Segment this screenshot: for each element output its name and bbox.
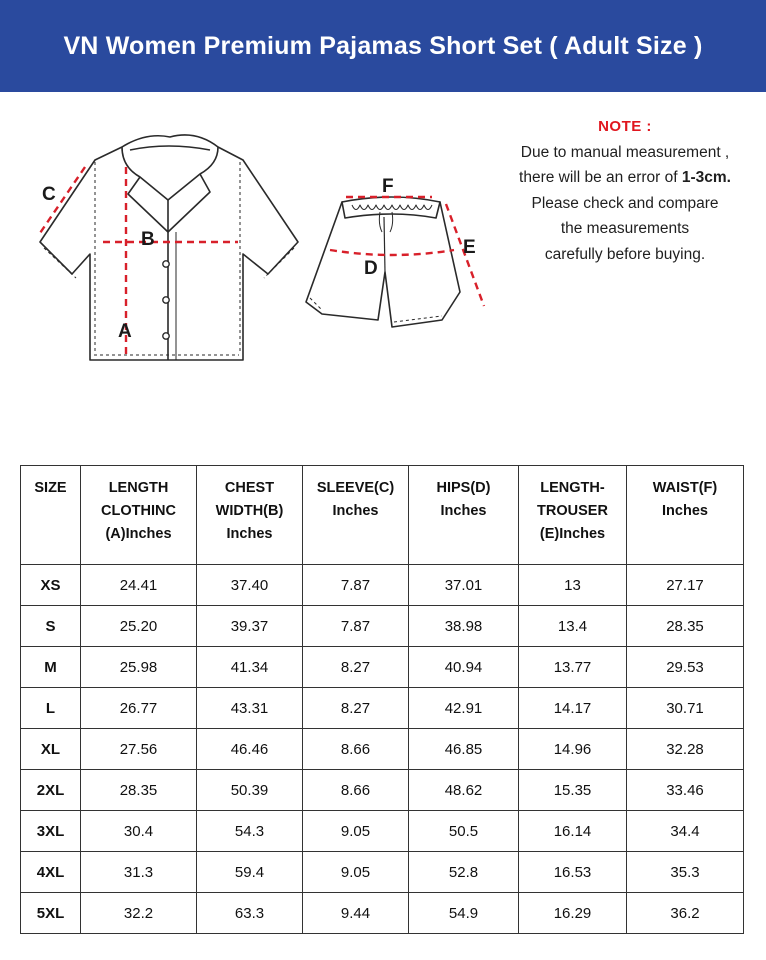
size-cell: XL [21, 729, 81, 770]
measurement-cell: 25.20 [81, 606, 197, 647]
measurement-cell: 59.4 [197, 852, 303, 893]
label-a: A [118, 321, 132, 342]
shorts-illustration [306, 197, 460, 327]
column-header [81, 466, 197, 565]
measurement-cell: 16.53 [519, 852, 627, 893]
column-header-line: LENGTH- [540, 480, 605, 496]
measurement-cell: 14.96 [519, 729, 627, 770]
table-row [21, 893, 744, 934]
table-row [21, 647, 744, 688]
measurement-cell: 26.77 [81, 688, 197, 729]
measurement-cell: 30.71 [627, 688, 744, 729]
measurement-cell: 50.39 [197, 770, 303, 811]
column-header-line: SIZE [34, 480, 67, 496]
note-line: Please check and compare [531, 194, 719, 212]
size-chart-table [20, 465, 744, 934]
size-cell: 3XL [21, 811, 81, 852]
shirt-illustration [40, 135, 298, 360]
table-row [21, 688, 744, 729]
note-line: Due to manual measurement , [520, 143, 730, 161]
table-row [21, 729, 744, 770]
size-cell: XS [21, 565, 81, 606]
column-header-line: WAIST(F) [652, 480, 718, 496]
measurement-cell: 9.05 [303, 852, 409, 893]
measurement-cell: 9.05 [303, 811, 409, 852]
measurement-cell: 25.98 [81, 647, 197, 688]
column-header-line: CHEST [224, 480, 275, 496]
size-chart-header [21, 466, 744, 565]
measurement-cell: 36.2 [627, 893, 744, 934]
measurement-cell: 14.17 [519, 688, 627, 729]
measurement-cell: 34.4 [627, 811, 744, 852]
measurement-cell: 27.56 [81, 729, 197, 770]
note-line: carefully before buying. [544, 245, 706, 263]
measurement-cell: 32.2 [81, 893, 197, 934]
measurement-cell: 30.4 [81, 811, 197, 852]
measurement-cell: 28.35 [81, 770, 197, 811]
label-d: D [364, 258, 378, 279]
size-cell: L [21, 688, 81, 729]
measurement-cell: 41.34 [197, 647, 303, 688]
label-e: E [463, 237, 476, 258]
label-f: F [382, 176, 394, 197]
column-header-line: Inches [440, 503, 487, 519]
column-header-line: Inches [662, 503, 708, 519]
table-row [21, 811, 744, 852]
measurement-cell: 43.31 [197, 688, 303, 729]
measurement-cell: 39.37 [197, 606, 303, 647]
measurement-cell: 54.3 [197, 811, 303, 852]
measurement-cell: 13.4 [519, 606, 627, 647]
table-row [21, 565, 744, 606]
column-header-line: HIPS(D) [436, 480, 491, 496]
size-cell: M [21, 647, 81, 688]
button-dot [163, 297, 169, 303]
measurement-cell: 37.01 [409, 565, 519, 606]
measurement-cell: 40.94 [409, 647, 519, 688]
measurement-cell: 16.14 [519, 811, 627, 852]
note-title: NOTE : [598, 118, 652, 135]
column-header [627, 466, 744, 565]
measurement-cell: 13 [519, 565, 627, 606]
measurement-cell: 8.27 [303, 688, 409, 729]
column-header [197, 466, 303, 565]
column-header-line: LENGTH [108, 480, 169, 496]
page-title: VN Women Premium Pajamas Short Set ( Adult Size ) [63, 31, 703, 60]
size-cell: 5XL [21, 893, 81, 934]
table-row [21, 606, 744, 647]
column-header-line: WIDTH(B) [215, 503, 284, 519]
note-line-text: there will be an error of [519, 169, 682, 186]
label-c: C [42, 184, 56, 205]
measurement-cell: 63.3 [197, 893, 303, 934]
measurement-cell: 13.77 [519, 647, 627, 688]
note-line: the measurements [560, 220, 690, 237]
note-error-range: 1-3cm. [681, 169, 731, 186]
column-header [21, 466, 81, 565]
measurement-cell: 16.29 [519, 893, 627, 934]
size-cell: S [21, 606, 81, 647]
column-header-line: Inches [226, 526, 273, 542]
measurement-cell: 27.17 [627, 565, 744, 606]
measurement-cell: 29.53 [627, 647, 744, 688]
size-chart-body [21, 565, 744, 934]
measurement-cell: 8.66 [303, 729, 409, 770]
header-row [21, 466, 744, 565]
button-dot [163, 333, 169, 339]
measurement-cell: 50.5 [409, 811, 519, 852]
measurement-cell: 35.3 [627, 852, 744, 893]
note-line [490, 165, 760, 191]
measurement-cell: 8.66 [303, 770, 409, 811]
measurement-cell: 7.87 [303, 565, 409, 606]
column-header-line: (A)Inches [105, 526, 172, 542]
measurement-cell: 33.46 [627, 770, 744, 811]
size-cell: 4XL [21, 852, 81, 893]
measurement-note [490, 114, 760, 267]
measurement-cell: 28.35 [627, 606, 744, 647]
measurement-cell: 37.40 [197, 565, 303, 606]
table-row [21, 770, 744, 811]
measurement-cell: 9.44 [303, 893, 409, 934]
measurement-cell: 7.87 [303, 606, 409, 647]
measurement-cell: 46.46 [197, 729, 303, 770]
measurement-cell: 15.35 [519, 770, 627, 811]
column-header-line: Inches [332, 503, 379, 519]
measurement-cell: 24.41 [81, 565, 197, 606]
measurement-cell: 8.27 [303, 647, 409, 688]
column-header [409, 466, 519, 565]
measurement-cell: 48.62 [409, 770, 519, 811]
column-header-line: (E)Inches [539, 526, 606, 542]
measurement-cell: 52.8 [409, 852, 519, 893]
measurement-cell: 42.91 [409, 688, 519, 729]
measurement-cell: 32.28 [627, 729, 744, 770]
title-banner [0, 0, 766, 92]
column-header [519, 466, 627, 565]
measurement-cell: 54.9 [409, 893, 519, 934]
column-header [303, 466, 409, 565]
measurement-cell: 31.3 [81, 852, 197, 893]
button-dot [163, 261, 169, 267]
column-header-line: SLEEVE(C) [316, 480, 395, 496]
column-header-line: TROUSER [537, 503, 608, 519]
column-header-line: CLOTHINC [101, 503, 176, 519]
label-b: B [141, 229, 155, 250]
measurement-cell: 38.98 [409, 606, 519, 647]
size-cell: 2XL [21, 770, 81, 811]
measurement-cell: 46.85 [409, 729, 519, 770]
table-row [21, 852, 744, 893]
